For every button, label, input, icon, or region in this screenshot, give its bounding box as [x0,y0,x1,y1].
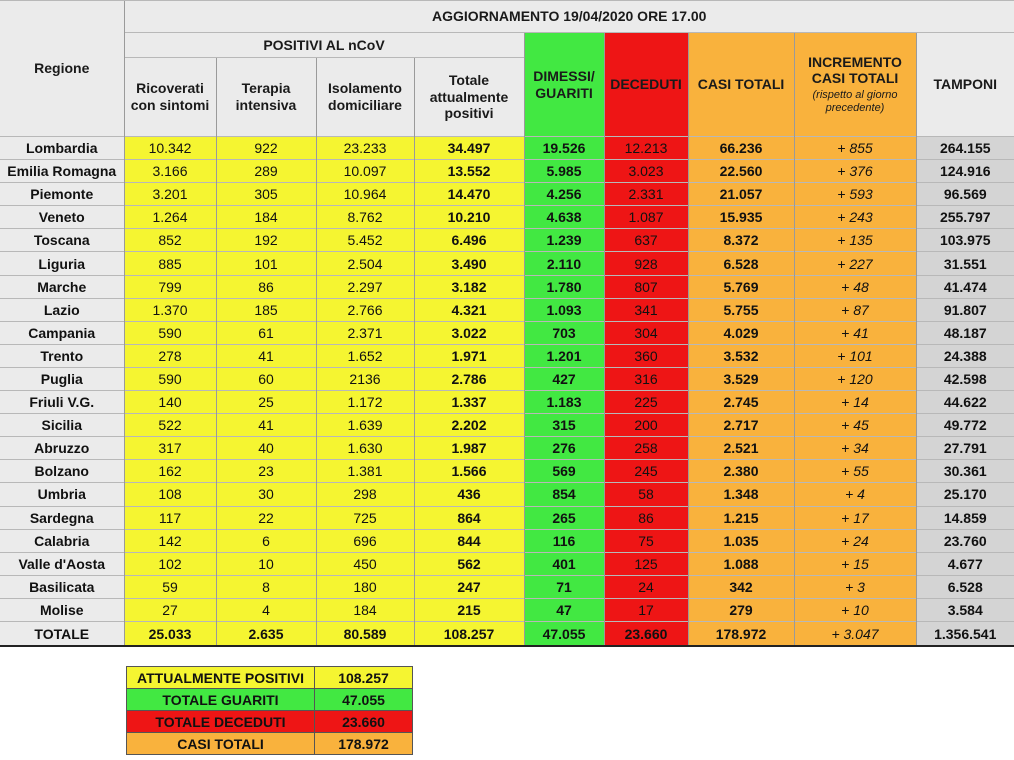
cell-casi-totali: 1.035 [688,529,794,552]
cell-tamponi: 23.760 [916,529,1014,552]
cell-casi-totali: 66.236 [688,137,794,160]
summary-row [127,689,413,711]
table-row [0,575,1014,598]
header-totale-positivi: Totale attualmente positivi [414,58,524,137]
header-positivi-group: POSITIVI AL nCoV [124,33,524,58]
cell-regione: Basilicata [0,575,124,598]
cell-incremento: + 87 [794,298,916,321]
cell-totale-positivi: 34.497 [414,137,524,160]
summary-value: 47.055 [315,689,413,711]
summary-label: CASI TOTALI [127,733,315,755]
cell-isolamento: 2.297 [316,275,414,298]
cell-tamponi: 42.598 [916,367,1014,390]
table-total-row [0,621,1014,646]
table-row [0,206,1014,229]
table-row [0,344,1014,367]
cell-ricoverati: 1.264 [124,206,216,229]
header-tamponi: TAMPONI [916,33,1014,137]
cell-incremento: + 34 [794,437,916,460]
cell-totale-positivi: 3.182 [414,275,524,298]
header-dimessi-guariti: DIMESSI/ GUARITI [524,33,604,137]
cell-terapia-intensiva: 185 [216,298,316,321]
cell-ricoverati: 102 [124,552,216,575]
cell-deceduti: 637 [604,229,688,252]
cell-casi-totali: 3.529 [688,367,794,390]
cell-terapia-intensiva: 289 [216,160,316,183]
cell-ricoverati: 278 [124,344,216,367]
cell-dimessi-guariti: 71 [524,575,604,598]
cell-deceduti: 928 [604,252,688,275]
cell-isolamento: 23.233 [316,137,414,160]
cell-totale-positivi: 247 [414,575,524,598]
table-row [0,229,1014,252]
cell-dimessi-guariti: 1.239 [524,229,604,252]
table-row [0,160,1014,183]
cell-isolamento: 1.381 [316,460,414,483]
cell-isolamento: 10.964 [316,183,414,206]
cell-tamponi: 96.569 [916,183,1014,206]
cell-regione: Friuli V.G. [0,391,124,414]
table-row [0,252,1014,275]
cell-dimessi-guariti: 276 [524,437,604,460]
cell-terapia-intensiva: 25 [216,391,316,414]
summary-value: 108.257 [315,667,413,689]
cell-isolamento: 450 [316,552,414,575]
cell-ricoverati: 590 [124,367,216,390]
cell-isolamento: 2.504 [316,252,414,275]
cell-ricoverati: 140 [124,391,216,414]
cell-dimessi-guariti: 265 [524,506,604,529]
cell-dimessi-guariti: 569 [524,460,604,483]
cell-ricoverati: 522 [124,414,216,437]
cell-totale-positivi: 108.257 [414,621,524,646]
cell-ricoverati: 885 [124,252,216,275]
cell-regione: Campania [0,321,124,344]
cell-deceduti: 125 [604,552,688,575]
cell-terapia-intensiva: 184 [216,206,316,229]
cell-incremento: + 120 [794,367,916,390]
table-row [0,437,1014,460]
cell-isolamento: 184 [316,598,414,621]
cell-totale-positivi: 14.470 [414,183,524,206]
cell-dimessi-guariti: 854 [524,483,604,506]
cell-casi-totali: 1.215 [688,506,794,529]
cell-terapia-intensiva: 30 [216,483,316,506]
cell-tamponi: 14.859 [916,506,1014,529]
cell-casi-totali: 342 [688,575,794,598]
table-row [0,321,1014,344]
cell-dimessi-guariti: 4.638 [524,206,604,229]
cell-deceduti: 341 [604,298,688,321]
cell-isolamento: 696 [316,529,414,552]
table-row [0,506,1014,529]
cell-deceduti: 86 [604,506,688,529]
cell-deceduti: 316 [604,367,688,390]
cell-isolamento: 5.452 [316,229,414,252]
cell-totale-positivi: 13.552 [414,160,524,183]
cell-totale-positivi: 844 [414,529,524,552]
header-terapia-intensiva: Terapia intensiva [216,58,316,137]
cell-ricoverati: 117 [124,506,216,529]
cell-incremento: + 855 [794,137,916,160]
table-row [0,460,1014,483]
cell-casi-totali: 1.348 [688,483,794,506]
cell-deceduti: 225 [604,391,688,414]
summary-table [126,666,413,755]
cell-deceduti: 258 [604,437,688,460]
cell-casi-totali: 22.560 [688,160,794,183]
table-row [0,483,1014,506]
cell-isolamento: 1.652 [316,344,414,367]
cell-regione: Liguria [0,252,124,275]
cell-deceduti: 58 [604,483,688,506]
cell-regione: Umbria [0,483,124,506]
cell-deceduti: 75 [604,529,688,552]
table-row [0,552,1014,575]
cell-tamponi: 25.170 [916,483,1014,506]
cell-deceduti: 360 [604,344,688,367]
cell-terapia-intensiva: 192 [216,229,316,252]
cell-dimessi-guariti: 2.110 [524,252,604,275]
summary-row [127,667,413,689]
cell-ricoverati: 59 [124,575,216,598]
cell-isolamento: 298 [316,483,414,506]
cell-deceduti: 23.660 [604,621,688,646]
cell-deceduti: 245 [604,460,688,483]
summary-label: ATTUALMENTE POSITIVI [127,667,315,689]
cell-terapia-intensiva: 23 [216,460,316,483]
cell-isolamento: 2.766 [316,298,414,321]
cell-dimessi-guariti: 4.256 [524,183,604,206]
header-incremento-note: (rispetto al giorno precedente) [812,89,898,115]
cell-isolamento: 725 [316,506,414,529]
cell-dimessi-guariti: 401 [524,552,604,575]
cell-terapia-intensiva: 2.635 [216,621,316,646]
cell-ricoverati: 25.033 [124,621,216,646]
page-title: AGGIORNAMENTO 19/04/2020 ORE 17.00 [124,1,1014,33]
cell-isolamento: 2136 [316,367,414,390]
cell-ricoverati: 1.370 [124,298,216,321]
cell-totale-positivi: 1.987 [414,437,524,460]
cell-dimessi-guariti: 703 [524,321,604,344]
cell-incremento: + 14 [794,391,916,414]
header-incremento [794,33,916,137]
summary-label: TOTALE GUARITI [127,689,315,711]
cell-incremento: + 135 [794,229,916,252]
header-regione: Regione [0,1,124,137]
cell-regione: Lombardia [0,137,124,160]
cell-dimessi-guariti: 47 [524,598,604,621]
cell-casi-totali: 5.769 [688,275,794,298]
cell-regione: Trento [0,344,124,367]
cell-isolamento: 1.630 [316,437,414,460]
cell-tamponi: 124.916 [916,160,1014,183]
cell-regione: Sardegna [0,506,124,529]
cell-terapia-intensiva: 86 [216,275,316,298]
cell-deceduti: 200 [604,414,688,437]
cell-incremento: + 10 [794,598,916,621]
table-row [0,183,1014,206]
table-row [0,414,1014,437]
cell-totale-positivi: 3.490 [414,252,524,275]
cell-incremento: + 41 [794,321,916,344]
cell-tamponi: 91.807 [916,298,1014,321]
cell-casi-totali: 8.372 [688,229,794,252]
cell-isolamento: 2.371 [316,321,414,344]
cell-tamponi: 255.797 [916,206,1014,229]
cell-casi-totali: 3.532 [688,344,794,367]
cell-totale-positivi: 864 [414,506,524,529]
cell-dimessi-guariti: 427 [524,367,604,390]
cell-casi-totali: 5.755 [688,298,794,321]
cell-ricoverati: 3.201 [124,183,216,206]
cell-incremento: + 593 [794,183,916,206]
cell-totale-positivi: 1.971 [414,344,524,367]
table-row [0,298,1014,321]
cell-terapia-intensiva: 41 [216,414,316,437]
cell-regione: Marche [0,275,124,298]
cell-dimessi-guariti: 1.093 [524,298,604,321]
cell-totale-positivi: 215 [414,598,524,621]
cell-tamponi: 264.155 [916,137,1014,160]
cell-casi-totali: 279 [688,598,794,621]
cell-terapia-intensiva: 22 [216,506,316,529]
cell-incremento: + 376 [794,160,916,183]
cell-casi-totali: 4.029 [688,321,794,344]
cell-dimessi-guariti: 1.780 [524,275,604,298]
cell-incremento: + 3.047 [794,621,916,646]
cell-ricoverati: 10.342 [124,137,216,160]
table-row [0,529,1014,552]
header-ricoverati: Ricoverati con sintomi [124,58,216,137]
cell-ricoverati: 108 [124,483,216,506]
cell-tamponi: 31.551 [916,252,1014,275]
cell-tamponi: 24.388 [916,344,1014,367]
cell-tamponi: 3.584 [916,598,1014,621]
cell-regione: Bolzano [0,460,124,483]
cell-casi-totali: 2.717 [688,414,794,437]
cell-incremento: + 55 [794,460,916,483]
cell-incremento: + 3 [794,575,916,598]
cell-tamponi: 4.677 [916,552,1014,575]
cell-casi-totali: 6.528 [688,252,794,275]
cell-ricoverati: 590 [124,321,216,344]
summary-row [127,711,413,733]
cell-ricoverati: 27 [124,598,216,621]
cell-incremento: + 45 [794,414,916,437]
cell-tamponi: 49.772 [916,414,1014,437]
cell-casi-totali: 15.935 [688,206,794,229]
cell-terapia-intensiva: 101 [216,252,316,275]
cell-ricoverati: 317 [124,437,216,460]
cell-terapia-intensiva: 8 [216,575,316,598]
cell-ricoverati: 142 [124,529,216,552]
cell-ricoverati: 162 [124,460,216,483]
cell-ricoverati: 3.166 [124,160,216,183]
cell-dimessi-guariti: 47.055 [524,621,604,646]
cell-terapia-intensiva: 305 [216,183,316,206]
cell-regione: Veneto [0,206,124,229]
table-row [0,137,1014,160]
header-isolamento: Isolamento domiciliare [316,58,414,137]
cell-tamponi: 1.356.541 [916,621,1014,646]
cell-deceduti: 2.331 [604,183,688,206]
summary-value: 23.660 [315,711,413,733]
cell-dimessi-guariti: 315 [524,414,604,437]
cell-dimessi-guariti: 116 [524,529,604,552]
cell-terapia-intensiva: 60 [216,367,316,390]
table-row [0,598,1014,621]
cell-regione: Sicilia [0,414,124,437]
cell-casi-totali: 2.521 [688,437,794,460]
cell-incremento: + 101 [794,344,916,367]
cell-casi-totali: 178.972 [688,621,794,646]
cell-tamponi: 48.187 [916,321,1014,344]
cell-totale-positivi: 1.566 [414,460,524,483]
summary-value: 178.972 [315,733,413,755]
table-row [0,391,1014,414]
cell-tamponi: 27.791 [916,437,1014,460]
cell-incremento: + 15 [794,552,916,575]
cell-incremento: + 243 [794,206,916,229]
summary-row [127,733,413,755]
cell-incremento: + 17 [794,506,916,529]
cell-regione: Valle d'Aosta [0,552,124,575]
cell-isolamento: 180 [316,575,414,598]
cell-totale-positivi: 3.022 [414,321,524,344]
cell-incremento: + 227 [794,252,916,275]
cell-incremento: + 48 [794,275,916,298]
cell-totale-positivi: 4.321 [414,298,524,321]
cell-totale-positivi: 10.210 [414,206,524,229]
cell-regione: Molise [0,598,124,621]
table-row [0,275,1014,298]
cell-dimessi-guariti: 1.183 [524,391,604,414]
cell-totale-positivi: 6.496 [414,229,524,252]
cell-terapia-intensiva: 41 [216,344,316,367]
cell-casi-totali: 1.088 [688,552,794,575]
cell-totale-positivi: 2.202 [414,414,524,437]
cell-deceduti: 12.213 [604,137,688,160]
cell-isolamento: 8.762 [316,206,414,229]
cell-regione: Calabria [0,529,124,552]
header-casi-totali: CASI TOTALI [688,33,794,137]
cell-terapia-intensiva: 40 [216,437,316,460]
cell-tamponi: 41.474 [916,275,1014,298]
cell-isolamento: 1.172 [316,391,414,414]
cell-isolamento: 80.589 [316,621,414,646]
cell-regione: Lazio [0,298,124,321]
cell-deceduti: 3.023 [604,160,688,183]
cell-terapia-intensiva: 10 [216,552,316,575]
cell-terapia-intensiva: 922 [216,137,316,160]
cell-tamponi: 6.528 [916,575,1014,598]
cell-totale-positivi: 436 [414,483,524,506]
cell-incremento: + 24 [794,529,916,552]
cell-regione: Emilia Romagna [0,160,124,183]
cell-ricoverati: 852 [124,229,216,252]
cell-deceduti: 1.087 [604,206,688,229]
header-incremento-label: INCREMENTO CASI TOTALI [808,53,902,87]
cell-tamponi: 30.361 [916,460,1014,483]
cell-regione: Toscana [0,229,124,252]
cell-terapia-intensiva: 4 [216,598,316,621]
cell-deceduti: 17 [604,598,688,621]
cell-dimessi-guariti: 1.201 [524,344,604,367]
cell-tamponi: 44.622 [916,391,1014,414]
cell-isolamento: 1.639 [316,414,414,437]
table-row [0,367,1014,390]
cell-totale-positivi: 2.786 [414,367,524,390]
cell-regione: Puglia [0,367,124,390]
cell-totale-positivi: 1.337 [414,391,524,414]
cell-dimessi-guariti: 5.985 [524,160,604,183]
cell-isolamento: 10.097 [316,160,414,183]
cell-casi-totali: 21.057 [688,183,794,206]
cell-deceduti: 807 [604,275,688,298]
cell-tamponi: 103.975 [916,229,1014,252]
summary-label: TOTALE DECEDUTI [127,711,315,733]
cell-casi-totali: 2.745 [688,391,794,414]
cell-totale-positivi: 562 [414,552,524,575]
header-deceduti: DECEDUTI [604,33,688,137]
cell-regione: TOTALE [0,621,124,646]
cell-regione: Piemonte [0,183,124,206]
cell-incremento: + 4 [794,483,916,506]
cell-deceduti: 304 [604,321,688,344]
cell-terapia-intensiva: 61 [216,321,316,344]
cell-terapia-intensiva: 6 [216,529,316,552]
cell-dimessi-guariti: 19.526 [524,137,604,160]
cell-regione: Abruzzo [0,437,124,460]
cell-casi-totali: 2.380 [688,460,794,483]
cell-ricoverati: 799 [124,275,216,298]
cell-deceduti: 24 [604,575,688,598]
